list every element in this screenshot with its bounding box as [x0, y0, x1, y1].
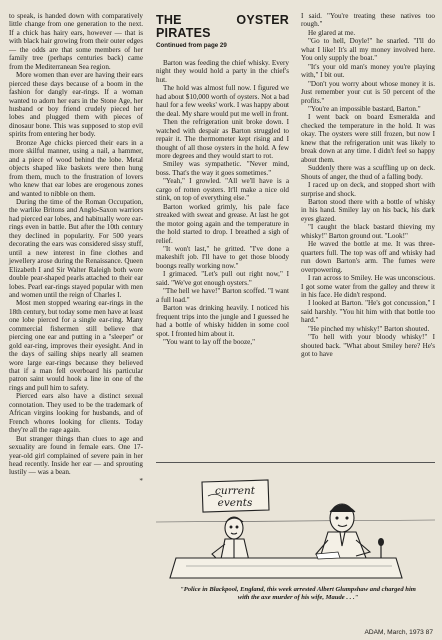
paragraph: Smiley was sympathetic. "Never mind, boss. That's the way it goes sometimes."	[156, 160, 289, 177]
paragraph: I said. "You're treating these natives too rough."	[301, 12, 435, 29]
paragraph: Barton stood there with a bottle of whisky in his hand. Smiley lay on his back, his dark eyes glazed.	[301, 197, 435, 223]
sign-text-line-1: current	[215, 485, 255, 497]
paragraph: He waved the bottle at me. It was three-quarters full. The top was off and whisky had run down Barton's arm. The fumes were overpowering.	[301, 240, 435, 274]
news-desk	[170, 558, 402, 578]
paragraph: "I caught the black bastard thieving my whisky!" Barton ground out. "Look!"	[301, 223, 435, 240]
paragraph: Most men stopped wearing ear-rings in the 18th century, but today some men have at least one lobe pierced for a single ear-ring. Many commercial fishermen still believe that piercing one ear and putting in a "sleeper" or gold ear-ring, improves their eyesight. And in the days of sailing ships nearly all seamen wore large ear-rings because they believed that if a man fell overboard his particular patron saint would hook a line in one of the rings and pull him to safety.	[9, 299, 143, 392]
story-column-continued	[301, 12, 435, 359]
article-column-ears	[9, 12, 143, 485]
paragraph: "To hell with your bloody whisky!" I shouted back. "What about Smiley here? He's got to have	[301, 333, 435, 359]
page-footer: ADAM, March, 1973 87	[364, 629, 433, 636]
paragraph: I raced up on deck, and stopped short with surprise and shock.	[301, 181, 435, 198]
end-mark-line	[9, 477, 143, 485]
paragraph: "You want to lay off the booze,"	[163, 337, 256, 346]
story-headline: THE OYSTER PIRATES	[156, 13, 289, 40]
paragraph: Barton worked grimly, his pale face streaked with sweat and grease. At last he got the motor going again and the temperature in the hold started to drop. I breathed a sigh of relief.	[156, 202, 289, 245]
paragraph: Bronze Age chicks pierced their ears in a more skilful manner, using a nail, a hammer, and a piece of wood behind the lobe. Metal objects shaped like baskets were then hung from them, much to the frustration of lovers who knew that ear lobes are erogenous zones and wanted to nibble on them.	[9, 138, 143, 198]
story-column-oyster-pirates	[156, 12, 289, 346]
paragraph: Then the refrigeration unit broke down. I watched with despair as Barton struggled to repair it. The thermometer kept rising and I thought of all those oysters in the hold. A few more degrees and they would start to rot.	[156, 118, 289, 160]
papers	[316, 552, 340, 559]
paragraph: Pierced ears also have a distinct sexual connotation. They used to be the trademark of African virgins looking for husbands, and of French whores looking for clients. Today they're all the rage again.	[9, 392, 143, 435]
paragraph: During the time of the Roman Occupation, the warlike Britons and Anglo-Saxon warriors had pierced ear lobes, and habitually wore ear-rings even in battle. But after the 10th century they declined in popularity. For 500 years decorating the ears was considered sissy stuff, until a new interest in fine clothes and jewellery arose during the Renaissance. Queen Elizabeth I and Sir Walter Raleigh both wore double pear-shaped pearls attached to their ear lobes. Pearl ear-rings stayed popular with men and women until the reign of Charles I.	[9, 197, 143, 299]
paragraph: I ran across to Smiley. He was unconscious. I got some water from the galley and threw it in his face. He didn't respond.	[301, 274, 435, 299]
paragraph: Barton was feeding the chief whisky. Every night they would hold a party in the chief's hut.	[156, 59, 289, 84]
cartoon-divider	[156, 462, 435, 463]
paragraph: Barton was drinking heavily. I noticed his frequent trips into the jungle and I guessed he had a bottle of whisky hidden in some cool spot. I fronted him about it.	[156, 304, 289, 338]
paragraph: Suddenly there was a scuffling up on deck. Shouts of anger, the thud of a falling body.	[301, 164, 435, 181]
paragraph: The hold was almost full now. I figured we had about $10,000 worth of oysters. Not a bad haul for a few weeks' work. I was happy about the deal. My share would put me well in front.	[156, 84, 289, 118]
paragraph: "The hell we have!" Barton scoffed. "I want a full load."	[156, 287, 289, 304]
paragraph: I looked at Barton. "He's got concussion," I said harshly. "You hit him with that bottle too hard."	[301, 299, 435, 325]
paragraph: "Go to hell, Doyle!" he snarled. "I'll do what I like! It's all my money involved here. You only supply the boat."	[301, 37, 435, 63]
paragraph: "Yeah," I growled. "All we'll have is a cargo of rotten oysters. It'll make a nice old stink, on top of everything else."	[156, 177, 289, 203]
paragraph: He glared at me.	[308, 28, 356, 37]
paragraph: "It won't last," he gritted. "I've done a makeshift job. I'll have to get those bloody boongs really working now."	[156, 244, 289, 270]
news-anchor-figure	[316, 504, 370, 558]
paragraph: to speak, is handed down with comparatively little change from one generation to the next. If a chick has hairy ears, however — that is with black hair growing from their outer edges — the odds are that some members of her family tree (perhaps centuries back) came from the Mediterranean Sea region.	[9, 12, 143, 71]
paragraph: "You're an impossible bastard, Barton."	[308, 104, 421, 113]
sign-text-line-2: events	[217, 497, 253, 509]
paragraph: But stranger things than clues to age and sexuality are found in female ears. One 17-year-old girl complained of severe pain in her head recently. Inside her ear — and sprouting lustily — was a bean.	[9, 434, 143, 477]
paragraph: More women than ever are having their ears pierced these days because of a boom in the fashion for dangly ear-rings. If a woman wanted to adorn her ears in the Stone Age, her husband or boy friend crudely pieced her lobes and plugged them with pieces of dinosaur bone. This was supposed to stop evil spirits from entering her body.	[9, 71, 143, 139]
cartoon-caption: "Police in Blackpool, England, this week arrested Albert Glumpshaw and charged him with the axe murder of his wife, Maude . . ."	[180, 586, 416, 601]
cartoon-illustration	[156, 466, 435, 581]
paragraph: "Don't you worry about whose money it is. Just remember your cut is 50 percent of the profits."	[301, 79, 435, 105]
continued-from-note: Continued from page 29	[156, 42, 227, 49]
paragraph: I grimaced. "Let's pull out right now," I said. "We've got enough oysters."	[156, 270, 289, 287]
end-mark: *	[139, 476, 143, 485]
paragraph: "He pinched my whisky!" Barton shouted.	[308, 324, 430, 333]
paragraph: I went back on board Esmeralda and checked the temperature in the hold. It was okay. The oysters were still frozen, but now I knew that the refrigeration unit was likely to break down at any time. I didn't feel so happy about them.	[301, 113, 435, 164]
paragraph: "It's your old man's money you're playing with," I bit out.	[301, 62, 435, 80]
